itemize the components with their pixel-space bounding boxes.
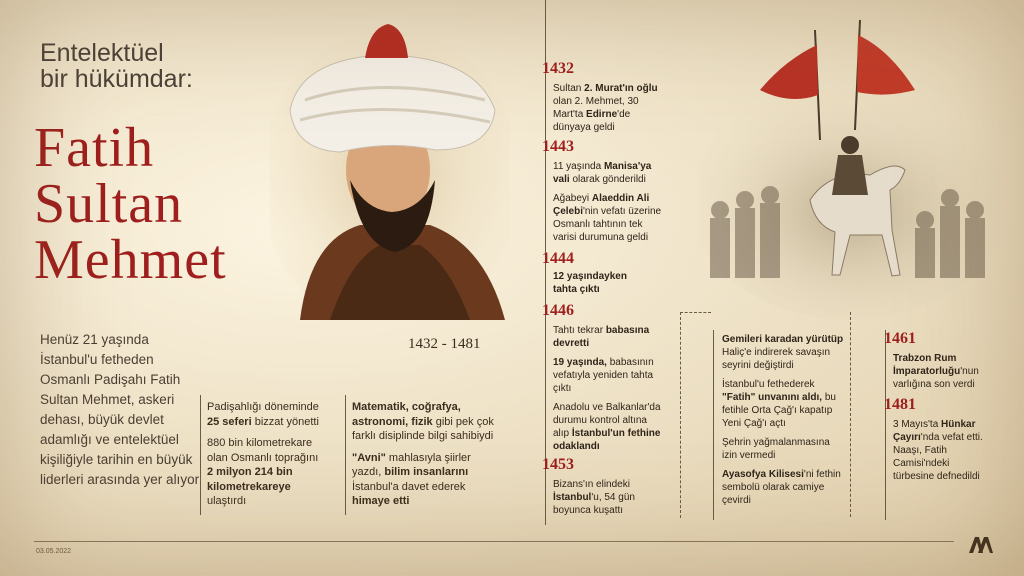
conquest-illustration bbox=[700, 20, 1000, 320]
title-line-2: Sultan bbox=[34, 173, 184, 235]
event-1481: 3 Mayıs'ta Hünkar Çayırı'nda vefat etti. Naaşı, Fatih Camisi'ndeki türbesine defnedildi bbox=[893, 419, 983, 482]
year-1461: 1461 bbox=[884, 330, 916, 347]
divider-line bbox=[885, 330, 886, 520]
dashed-connector bbox=[680, 312, 711, 518]
subtitle-line-1: Entelektüel bbox=[40, 39, 164, 67]
facts-column-2 bbox=[352, 400, 502, 516]
title-line-3: Mehmet bbox=[34, 229, 227, 291]
divider-line bbox=[345, 395, 346, 515]
event-1443: 11 yaşında Manisa'ya vali olarak gönderildi Ağabeyi Alaeddin Ali Çelebi'nin vefatı üzerine Osmanlı tahtının tek varisi durumuna geldi bbox=[553, 161, 662, 243]
year-1432: 1432 bbox=[542, 60, 574, 77]
event-1446: Tahtı tekrar babasına devretti 19 yaşında, babasının vefatıyla yeniden tahta çıktı Anadolu ve Balkanlar'da durumu kontrol altına alıp İstanbul'un fethine odaklandı bbox=[553, 325, 661, 452]
aa-logo-icon bbox=[968, 533, 994, 555]
fact-territory: 880 bin kilometrekare olan Osmanlı toprağını 2 milyon 214 bin kilometrekareye ulaştırdı bbox=[207, 437, 319, 507]
year-1481: 1481 bbox=[884, 396, 916, 413]
facts-column-1 bbox=[207, 400, 327, 516]
title-line-1: Fatih bbox=[34, 117, 155, 179]
page-title bbox=[34, 117, 227, 291]
year-1444: 1444 bbox=[542, 250, 574, 267]
bio-text: Henüz 21 yaşında İstanbul'u fetheden Osmanlı Padişahı Fatih Sultan Mehmet, askeri dehası, büyük devlet adamlığı ve entelektüel kişiliğiyle tarihin en büyük liderleri arasında yer alıyor bbox=[40, 332, 200, 487]
footer-divider bbox=[34, 541, 954, 542]
fact-poetry: "Avni" mahlasıyla şiirler yazdı, bilim insanlarını İstanbul'a davet ederek himaye etti bbox=[352, 451, 471, 507]
subtitle-line-2: bir hükümdar: bbox=[40, 65, 193, 93]
divider-line bbox=[200, 395, 201, 515]
conquest-details: Gemileri karadan yürütüp Haliç'e indirerek savaşın seyrini değiştirdi İstanbul'u fethederek "Fatih" unvanını aldı, bu fetihle Orta Çağ'ı kapatıp Yeni Çağ'ı açtı Şehrin yağmalanmasına izin vermedi Ayasofya Kilisesi'ni fethin sembolü olarak camiye çevirdi bbox=[722, 334, 844, 506]
fact-sciences: Matematik, coğrafya, astronomi, fizik gibi pek çok farklı disiplinde bilgi sahibiydi bbox=[352, 401, 494, 442]
lifespan-years: 1432 - 1481 bbox=[408, 336, 481, 352]
divider-line bbox=[713, 330, 714, 520]
event-1444: 12 yaşındayken tahta çıktı bbox=[553, 271, 627, 295]
event-1453: Bizans'ın elindeki İstanbul'u, 54 gün boyunca kuşattı bbox=[553, 479, 635, 516]
publish-date: 03.05.2022 bbox=[36, 548, 72, 555]
year-1446: 1446 bbox=[542, 302, 574, 319]
event-1432: Sultan 2. Murat'ın oğlu olan 2. Mehmet, 30 Mart'ta Edirne'de dünyaya geldi bbox=[553, 83, 658, 133]
event-1461: Trabzon Rum İmparatorluğu'nun varlığına son verdi bbox=[893, 353, 979, 390]
dashed-connector bbox=[850, 312, 881, 517]
year-1443: 1443 bbox=[542, 138, 574, 155]
sultan-portrait bbox=[270, 20, 510, 320]
year-1453: 1453 bbox=[542, 456, 574, 473]
subtitle bbox=[40, 40, 260, 92]
fact-campaigns: Padişahlığı döneminde 25 seferi bizzat yönetti bbox=[207, 401, 319, 428]
